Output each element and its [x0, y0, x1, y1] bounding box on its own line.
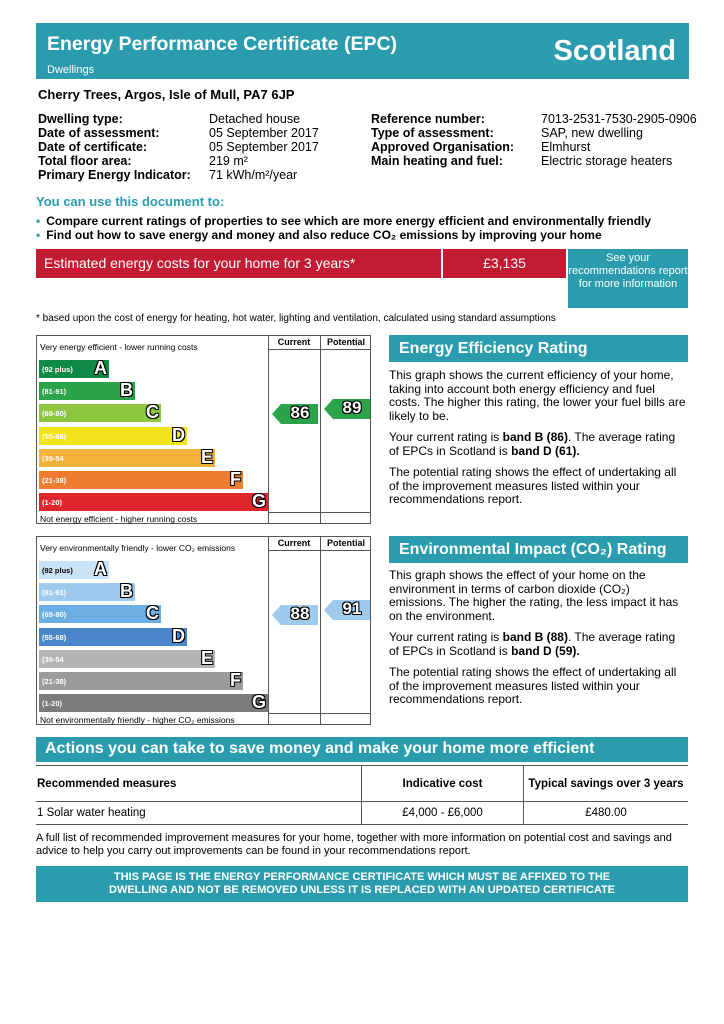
col-header-measures: Recommended measures	[37, 778, 177, 790]
current-band: band B (88)	[502, 630, 568, 644]
efficiency-para-1: This graph shows the current efficiency of your home, taking into account both energy efficiency and fuel costs. The higher this rating, the lower your fuel bills are likely to be.	[389, 368, 686, 423]
approved-org-value: Elmhurst	[541, 140, 591, 154]
table-divider	[36, 824, 688, 825]
average-band: band D (61).	[511, 443, 580, 458]
impact-potential-arrow	[324, 600, 370, 620]
energy-cost-value: £3,135	[443, 249, 566, 278]
graph-divider	[320, 537, 321, 724]
table-divider	[36, 765, 688, 766]
band-letter: D	[172, 625, 185, 646]
band-range: (55-68)	[42, 431, 67, 441]
certificate-header	[36, 23, 689, 79]
certificate-date-value: 05 September 2017	[209, 140, 319, 154]
efficiency-panel-title: Energy Efficiency Rating	[389, 335, 688, 362]
measures-table	[36, 765, 688, 825]
efficiency-panel-text	[389, 369, 688, 515]
band-range: (39-54	[42, 453, 64, 463]
band-range: (55-68)	[42, 632, 67, 642]
reference-number-label: Reference number:	[371, 112, 485, 126]
impact-band-e	[39, 647, 215, 668]
see-recommendations-link[interactable]: See your recommendations report for more information	[568, 249, 688, 308]
graph-divider	[268, 336, 269, 523]
assessment-date-value: 05 September 2017	[209, 126, 319, 140]
actions-heading: Actions you can take to save money and make your home more efficient	[36, 737, 688, 762]
rating-value: 86	[290, 403, 310, 423]
assessment-type-label: Type of assessment:	[371, 126, 494, 140]
rating-value: 88	[290, 604, 310, 624]
efficiency-band-a	[39, 360, 109, 378]
graph-divider	[268, 713, 370, 714]
text-span: . The average rating of EPCs in Scotland is	[389, 430, 676, 458]
details-left	[38, 112, 319, 182]
dwelling-type-label: Dwelling type:	[38, 112, 123, 126]
text-span: Your current rating is	[389, 430, 503, 444]
impact-bottom-label: Not environmentally friendly - higher CO₂ emissions	[40, 715, 235, 725]
band-letter: C	[146, 603, 159, 624]
assessment-type-value: SAP, new dwelling	[541, 126, 643, 140]
text-span: Your current rating is	[389, 630, 503, 644]
energy-efficiency-graph	[36, 335, 371, 524]
graph-divider	[268, 512, 370, 513]
impact-para-2	[389, 631, 688, 658]
certificate-date-label: Date of certificate:	[38, 140, 148, 154]
certificate-subtitle: Dwellings	[47, 64, 95, 76]
band-range: (1-20)	[42, 498, 63, 508]
certificate-title: Energy Performance Certificate (EPC)	[47, 33, 398, 55]
band-range: (92 plus)	[42, 365, 73, 374]
band-range: (39-54	[42, 654, 64, 664]
notice-line-1: THIS PAGE IS THE ENERGY PERFORMANCE CERTIFICATE WHICH MUST BE AFFIXED TO THE	[113, 871, 611, 883]
floor-area-label: Total floor area:	[38, 154, 132, 168]
primary-energy-label: Primary Energy Indicator:	[38, 168, 191, 182]
impact-band-g	[39, 694, 268, 712]
usage-bullet	[36, 228, 602, 242]
usage-bullet-text: Find out how to save energy and money and also reduce CO₂ emissions by improving your home	[46, 228, 602, 242]
usage-bullet-text: Compare current ratings of properties to see which are more energy efficient and environmentally friendly	[46, 214, 652, 228]
potential-column-header: Potential	[326, 337, 365, 347]
band-range: (92 plus)	[42, 566, 73, 575]
dwelling-type-value: Detached house	[209, 112, 301, 126]
band-letter: F	[230, 469, 241, 489]
band-letter: A	[94, 559, 107, 579]
efficiency-bottom-label: Not energy efficient - higher running costs	[40, 514, 198, 524]
band-range: (81-91)	[42, 387, 67, 397]
graph-divider	[268, 537, 269, 724]
impact-band-b	[39, 583, 135, 601]
impact-para-1: This graph shows the effect of your home on the environment in terms of carbon dioxide (CO₂) emissions. The higher the rating, the less impact it has on the environment.	[389, 568, 679, 623]
impact-top-label: Very environmentally friendly - lower CO₂ emissions	[40, 543, 236, 553]
cost-footnote: * based upon the cost of energy for heating, hot water, lighting and ventilation, calculated using standard assumptions	[36, 313, 556, 324]
potential-column-header: Potential	[326, 538, 365, 548]
table-divider	[36, 801, 688, 802]
usage-bullet	[36, 214, 651, 228]
efficiency-band-b	[39, 382, 135, 400]
band-letter: C	[146, 402, 159, 423]
impact-current-arrow	[272, 605, 318, 625]
efficiency-para-3: The potential rating shows the effect of undertaking all of the improvement measures listed within your recommendations report.	[389, 465, 677, 506]
impact-panel-text	[389, 569, 688, 715]
efficiency-potential-arrow	[324, 399, 370, 419]
band-letter: A	[94, 358, 107, 378]
rating-value: 89	[342, 398, 362, 418]
graph-divider	[320, 336, 321, 523]
environmental-impact-graph	[36, 536, 371, 725]
full-list-note: A full list of recommended improvement measures for your home, together with more information on potential cost and savings and advice to help you carry out improvements can be found in your recommendations report.	[36, 832, 672, 857]
assessment-date-label: Date of assessment:	[38, 126, 160, 140]
efficiency-band-g	[39, 493, 268, 511]
band-range: (81-91)	[42, 588, 67, 598]
efficiency-current-arrow	[272, 404, 318, 424]
impact-band-c	[39, 605, 161, 623]
energy-cost-label: Estimated energy costs for your home for 3 years*	[36, 249, 441, 278]
band-letter: B	[120, 581, 133, 602]
current-column-header: Current	[277, 538, 311, 548]
property-address: Cherry Trees, Argos, Isle of Mull, PA7 6JP	[38, 87, 295, 102]
impact-band-f	[39, 672, 243, 690]
primary-energy-value: 71 kWh/m²/year	[209, 168, 298, 182]
heating-fuel-value: Electric storage heaters	[541, 154, 673, 168]
efficiency-top-label: Very energy efficient - lower running costs	[40, 342, 198, 352]
country-label: Scotland	[553, 35, 676, 67]
efficiency-band-c	[39, 404, 161, 422]
graph-divider	[268, 550, 370, 551]
current-column-header: Current	[277, 337, 311, 347]
reference-number-value: 7013-2531-7530-2905-0906	[541, 112, 697, 126]
efficiency-para-2	[389, 431, 688, 458]
text-span: . The average rating of EPCs in Scotland is	[389, 630, 676, 658]
band-range: (21-38)	[42, 677, 67, 686]
impact-para-3: The potential rating shows the effect of undertaking all of the improvement measures listed within your recommendations report.	[389, 665, 677, 706]
band-letter: G	[251, 692, 266, 713]
efficiency-band-f	[39, 471, 243, 489]
measure-savings: £480.00	[585, 807, 627, 819]
col-header-savings: Typical savings over 3 years	[528, 778, 684, 790]
efficiency-band-e	[39, 446, 215, 467]
band-letter: E	[200, 647, 213, 668]
measure-cost: £4,000 - £6,000	[402, 807, 483, 819]
band-range: (69-80)	[42, 610, 67, 620]
efficiency-band-d	[39, 424, 187, 445]
measure-name: 1 Solar water heating	[37, 807, 146, 819]
approved-org-label: Approved Organisation:	[371, 140, 515, 154]
col-header-cost: Indicative cost	[402, 778, 483, 790]
band-range: (21-38)	[42, 476, 67, 485]
heating-fuel-label: Main heating and fuel:	[371, 154, 503, 168]
bullet-icon: •	[36, 228, 41, 242]
impact-panel-title: Environmental Impact (CO₂) Rating	[389, 536, 688, 563]
floor-area-value: 219 m²	[209, 154, 248, 168]
bullet-icon: •	[36, 214, 41, 228]
average-band: band D (59).	[511, 643, 580, 658]
graph-divider	[268, 349, 370, 350]
notice-line-2: DWELLING AND NOT BE REMOVED UNLESS IT IS REPLACED WITH AN UPDATED CERTIFICATE	[109, 884, 615, 896]
rating-value: 91	[342, 599, 362, 619]
impact-band-a	[39, 561, 109, 579]
usage-heading: You can use this document to:	[36, 194, 225, 209]
band-letter: F	[230, 670, 241, 690]
details-right	[371, 112, 697, 168]
band-letter: B	[120, 380, 133, 401]
impact-band-d	[39, 625, 187, 646]
band-range: (1-20)	[42, 699, 63, 709]
band-letter: G	[251, 491, 266, 512]
band-letter: D	[172, 424, 185, 445]
current-band: band B (86)	[502, 430, 568, 444]
certificate-notice-banner	[36, 866, 688, 902]
band-range: (69-80)	[42, 409, 67, 419]
band-letter: E	[200, 446, 213, 467]
